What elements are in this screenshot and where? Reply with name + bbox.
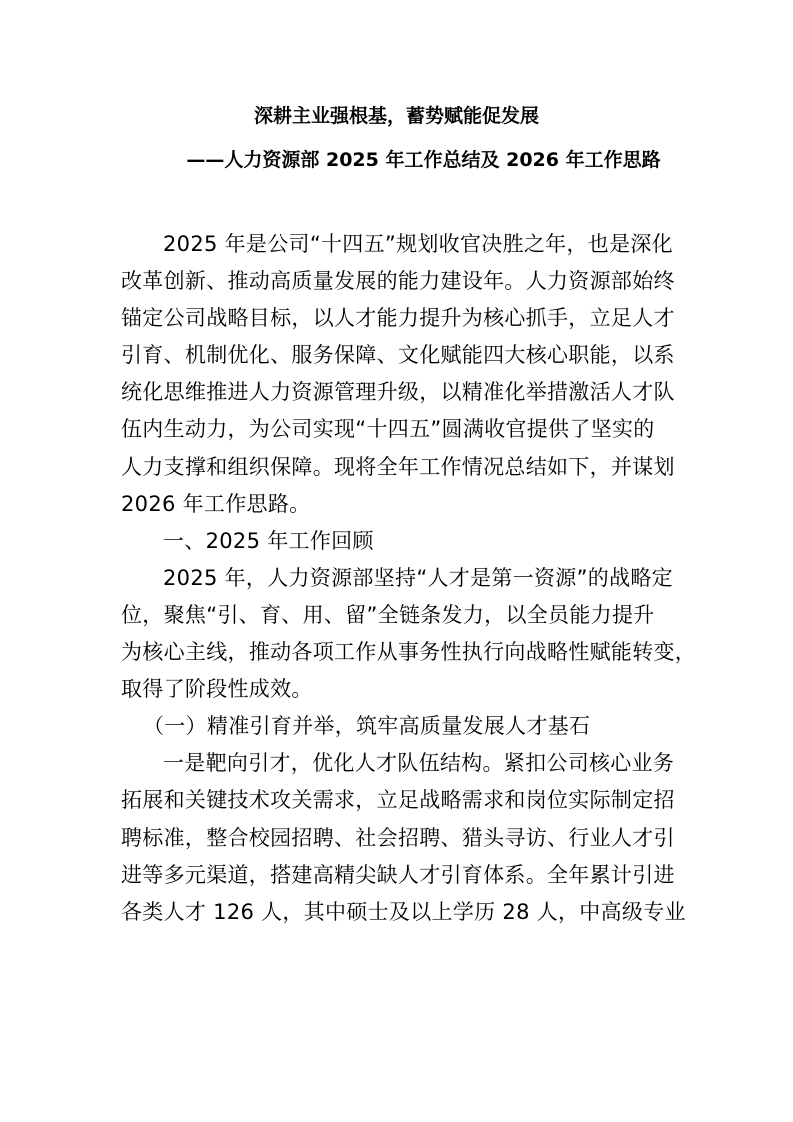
paragraph-line: 取得了阶段性成效。 [121,677,313,702]
paragraph-line: 统化思维推进人力资源管理升级，以精准化举措激活人才队 [121,380,675,405]
document-title: 深耕主业强根基，蓄势赋能促发展 [253,105,539,127]
paragraph-line: 引育、机制优化、服务保障、文化赋能四大核心职能，以系 [121,343,675,368]
paragraph-line: 2026 年工作思路。 [121,491,311,516]
document-subtitle: ——人力资源部 2025 年工作总结及 2026 年工作思路 [186,149,661,171]
paragraph-line: 一是靶向引才，优化人才队伍结构。紧扣公司核心业务 [163,751,675,776]
paragraph-line: 拓展和关键技术攻关需求，立足战略需求和岗位实际制定招 [121,788,675,813]
paragraph-line: 改革创新、推动高质量发展的能力建设年。人力资源部始终 [121,269,675,294]
paragraph-line: 锚定公司战略目标，以人才能力提升为核心抓手，立足人才 [121,306,675,331]
paragraph-line: 聘标准，整合校园招聘、社会招聘、猎头寻访、行业人才引 [121,825,675,850]
paragraph-line: 2025 年是公司“十四五”规划收官决胜之年，也是深化 [163,232,673,256]
subsection-heading: （一）精准引育并举，筑牢高质量发展人才基石 [143,714,591,739]
paragraph-line: 伍内生动力，为公司实现“十四五”圆满收官提供了坚实的 [121,417,655,442]
paragraph-line: 各类人才 126 人，其中硕士及以上学历 28 人，中高级专业 [121,899,686,924]
paragraph-line: 人力支撑和组织保障。现将全年工作情况总结如下，并谋划 [121,454,675,479]
paragraph-line: 位，聚焦“引、育、用、留”全链条发力，以全员能力提升 [121,602,655,627]
paragraph-line: 为核心主线，推动各项工作从事务性执行向战略性赋能转变， [121,640,697,665]
paragraph-line: 2025 年，人力资源部坚持“人才是第一资源”的战略定 [163,565,673,590]
section-heading: 一、2025 年工作回顾 [163,528,374,553]
paragraph-line: 进等多元渠道，搭建高精尖缺人才引育体系。全年累计引进 [121,862,675,887]
document-body [121,226,697,931]
